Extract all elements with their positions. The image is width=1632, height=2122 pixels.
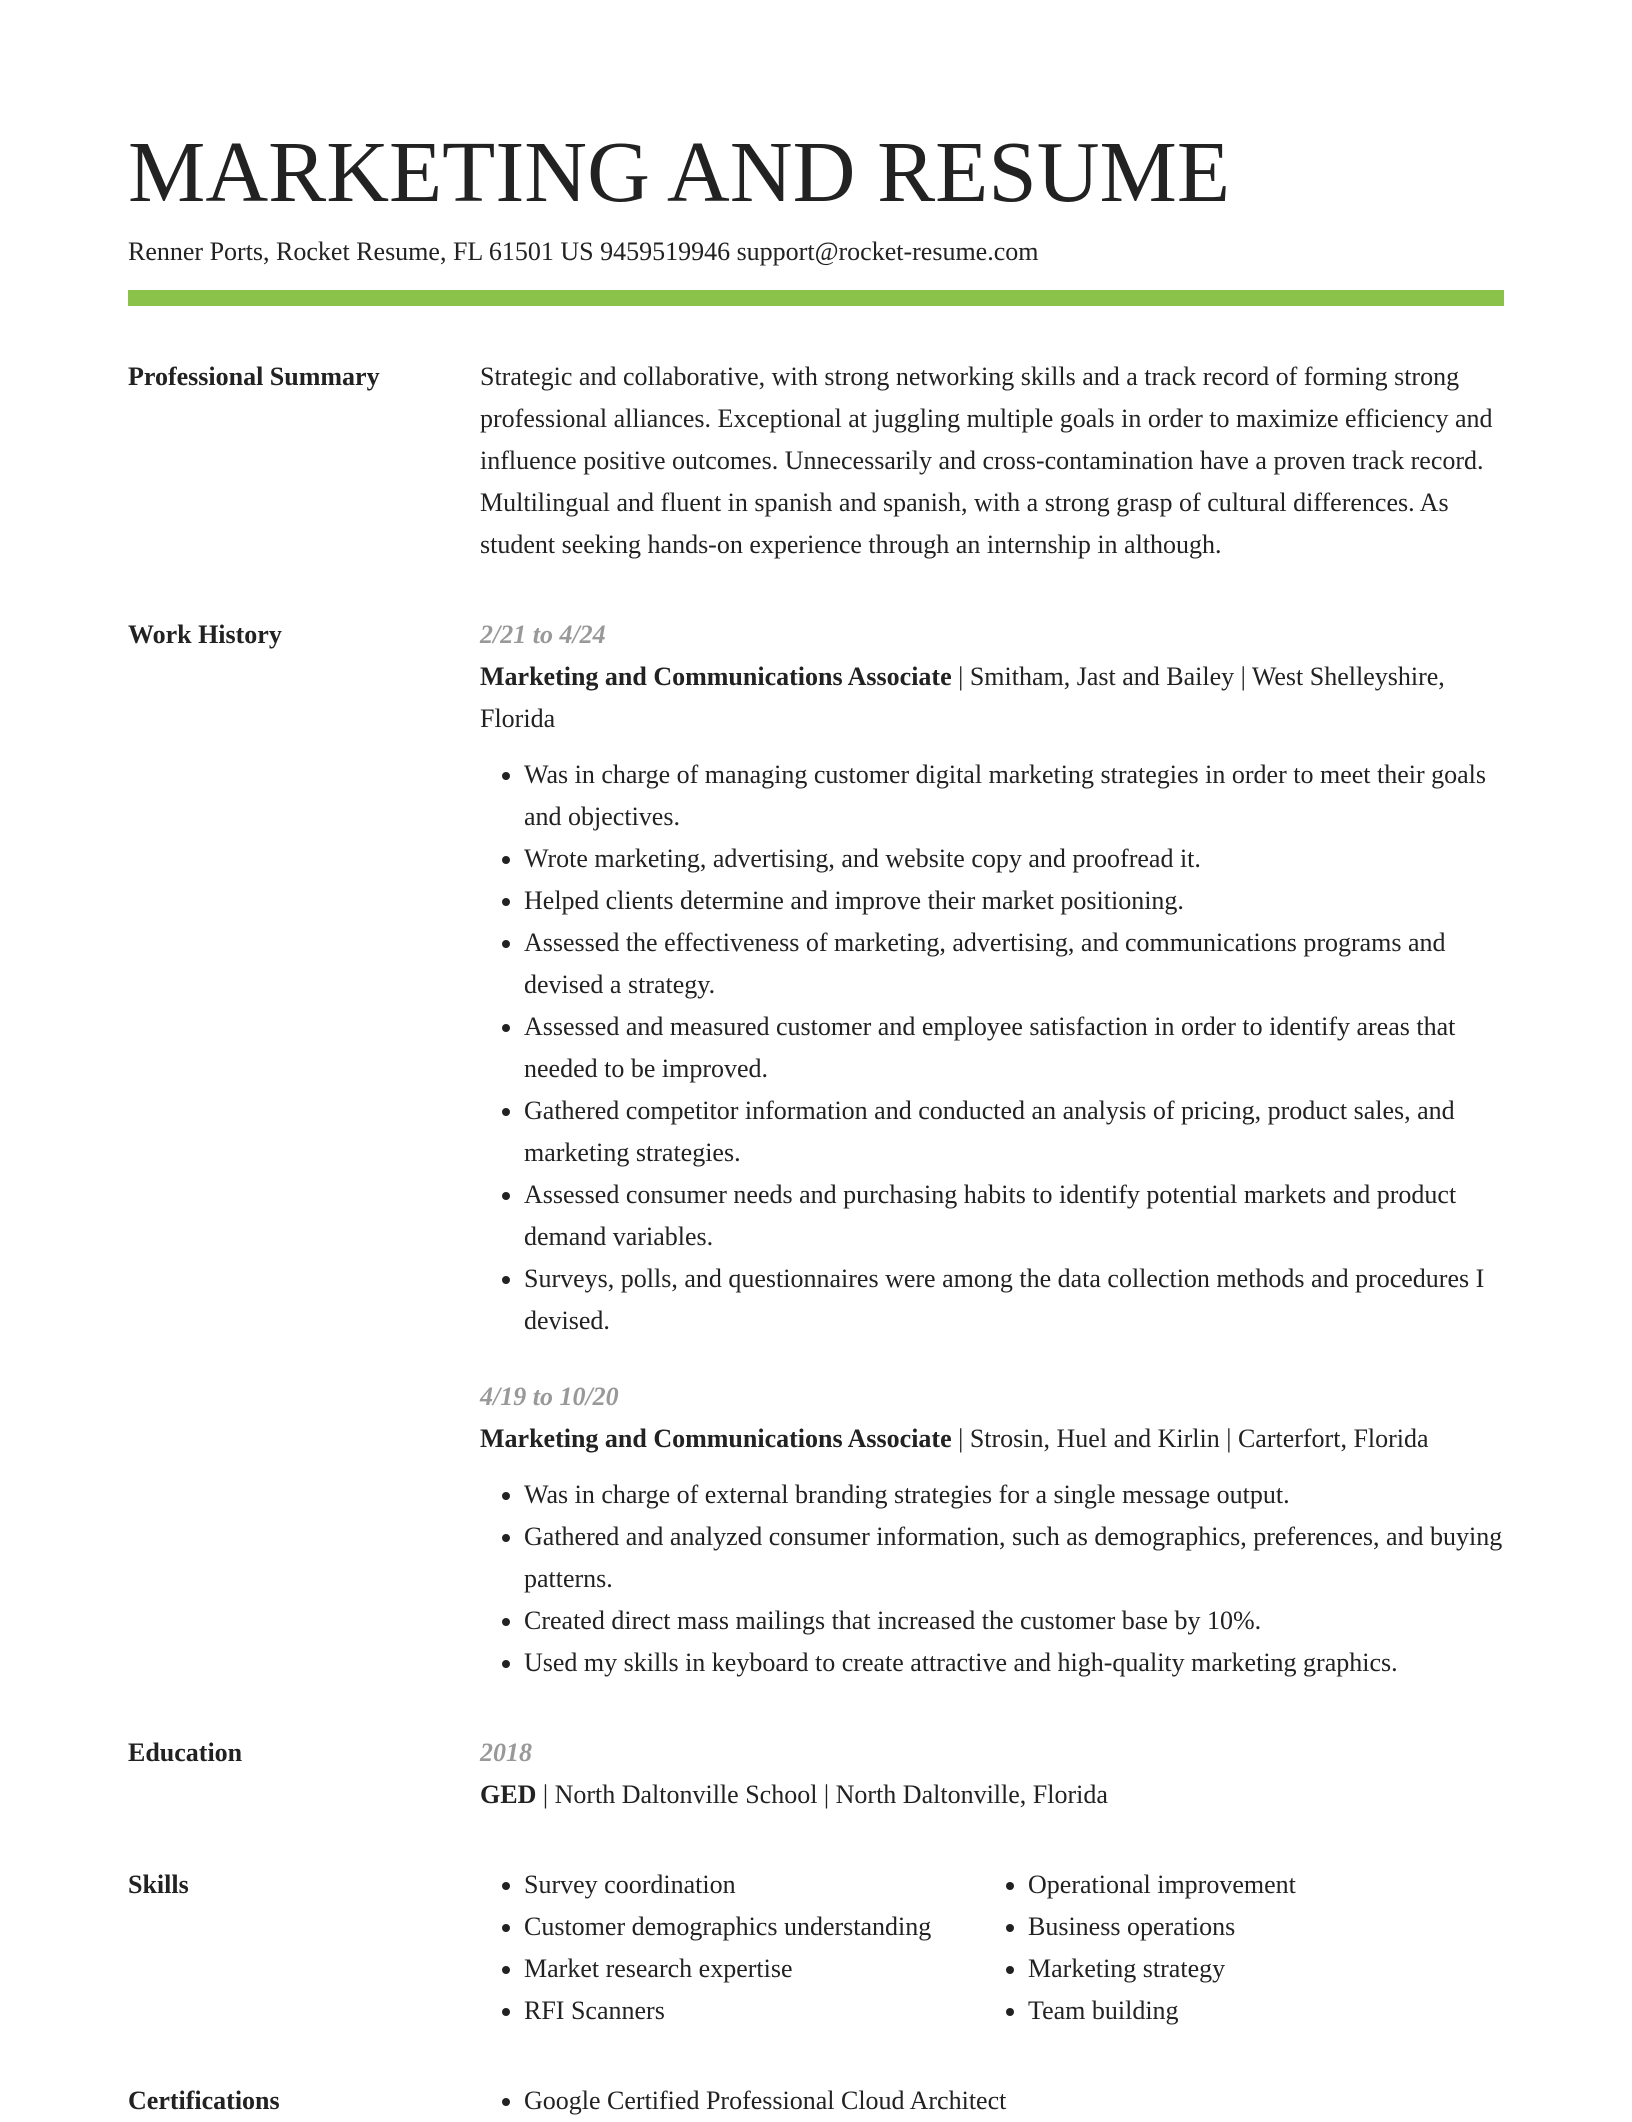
summary-label: Professional Summary bbox=[128, 362, 380, 391]
job-bullet: • Assessed and measured customer and employee satisfaction in order to identify areas that needed to be improved. bbox=[524, 1006, 1504, 1090]
skills-content bbox=[480, 1864, 1504, 2032]
education-location: | North Daltonville, Florida bbox=[817, 1780, 1107, 1809]
job-location: | Carterfort, Florida bbox=[1220, 1424, 1429, 1453]
education-section bbox=[128, 1732, 1504, 1816]
job-dates: 2/21 to 4/24 bbox=[480, 620, 606, 649]
resume-page bbox=[128, 120, 1504, 2122]
job-entry bbox=[480, 614, 1504, 1342]
job-heading bbox=[480, 1418, 1504, 1460]
job-title: Marketing and Communications Associate bbox=[480, 1424, 952, 1453]
skill-item: • Team building bbox=[1028, 1990, 1488, 2032]
job-bullet: • Gathered competitor information and conducted an analysis of pricing, product sales, and marketing strategies. bbox=[524, 1090, 1504, 1174]
education-degree: GED bbox=[480, 1780, 537, 1809]
job-bullet: • Was in charge of managing customer digital marketing strategies in order to meet their goals and objectives. bbox=[524, 754, 1504, 838]
job-heading bbox=[480, 656, 1504, 740]
job-dates: 4/19 to 10/20 bbox=[480, 1382, 619, 1411]
job-location: | West Shelleyshire, Florida bbox=[480, 662, 1445, 733]
education-school: | North Daltonville School bbox=[536, 1780, 817, 1809]
skills-column bbox=[480, 1864, 984, 2032]
summary-text: Strategic and collaborative, with strong networking skills and a track record of forming strong professional alliances. Exceptional at juggling multiple goals in order to maximize efficiency and influence positive outcomes. Unnecessarily and cross-contamination have a proven track record. Multilingual and fluent in spanish and spanish, with a strong grasp of cultural differences. As student seeking hands-on experience through an internship in although. bbox=[480, 362, 1493, 559]
contact-line bbox=[128, 234, 1504, 270]
work-history-label: Work History bbox=[128, 620, 282, 649]
skill-item: • Marketing strategy bbox=[1028, 1948, 1488, 1990]
job-company: | Smitham, Jast and Bailey bbox=[952, 662, 1235, 691]
certifications-label: Certifications bbox=[128, 2086, 280, 2115]
certifications-content bbox=[480, 2080, 1504, 2122]
certification-item: • Google Certified Professional Cloud Architect bbox=[524, 2080, 1504, 2122]
skill-item: • Operational improvement bbox=[1028, 1864, 1488, 1906]
job-bullet: • Surveys, polls, and questionnaires were among the data collection methods and procedures I devised. bbox=[524, 1258, 1504, 1342]
education-content bbox=[480, 1732, 1504, 1816]
job-title: Marketing and Communications Associate bbox=[480, 662, 952, 691]
job-company: | Strosin, Huel and Kirlin bbox=[952, 1424, 1220, 1453]
skill-item: • Market research expertise bbox=[524, 1948, 984, 1990]
work-history-content bbox=[480, 614, 1504, 1684]
contact-address: Renner Ports, Rocket Resume, FL 61501 US bbox=[128, 237, 594, 266]
education-heading bbox=[480, 1774, 1504, 1816]
skills-section bbox=[128, 1864, 1504, 2032]
education-year: 2018 bbox=[480, 1738, 532, 1767]
job-bullet: • Assessed the effectiveness of marketing, advertising, and communications programs and devised a strategy. bbox=[524, 922, 1504, 1006]
job-bullet: • Was in charge of external branding strategies for a single message output. bbox=[524, 1474, 1504, 1516]
job-bullet: • Created direct mass mailings that increased the customer base by 10%. bbox=[524, 1600, 1504, 1642]
certifications-section bbox=[128, 2080, 1504, 2122]
job-bullet: • Assessed consumer needs and purchasing habits to identify potential markets and product demand variables. bbox=[524, 1174, 1504, 1258]
accent-divider bbox=[128, 290, 1504, 306]
contact-email: support@rocket-resume.com bbox=[736, 237, 1039, 266]
resume-name: MARKETING AND RESUME bbox=[128, 123, 1231, 220]
skills-label: Skills bbox=[128, 1870, 189, 1899]
skill-item: • RFI Scanners bbox=[524, 1990, 984, 2032]
summary-section bbox=[128, 356, 1504, 566]
job-bullet: • Helped clients determine and improve their market positioning. bbox=[524, 880, 1504, 922]
skill-item: • Survey coordination bbox=[524, 1864, 984, 1906]
job-entry bbox=[480, 1376, 1504, 1684]
job-bullets bbox=[480, 754, 1504, 1342]
skill-item: • Business operations bbox=[1028, 1906, 1488, 1948]
education-label: Education bbox=[128, 1738, 243, 1767]
contact-phone: 9459519946 bbox=[600, 237, 731, 266]
certifications-list bbox=[480, 2080, 1504, 2122]
job-bullets bbox=[480, 1474, 1504, 1684]
skills-column bbox=[984, 1864, 1488, 2032]
skill-item: • Customer demographics understanding bbox=[524, 1906, 984, 1948]
work-history-section bbox=[128, 614, 1504, 1684]
job-bullet: • Gathered and analyzed consumer information, such as demographics, preferences, and buying patterns. bbox=[524, 1516, 1504, 1600]
job-bullet: • Wrote marketing, advertising, and website copy and proofread it. bbox=[524, 838, 1504, 880]
job-bullet: • Used my skills in keyboard to create attractive and high-quality marketing graphics. bbox=[524, 1642, 1504, 1684]
